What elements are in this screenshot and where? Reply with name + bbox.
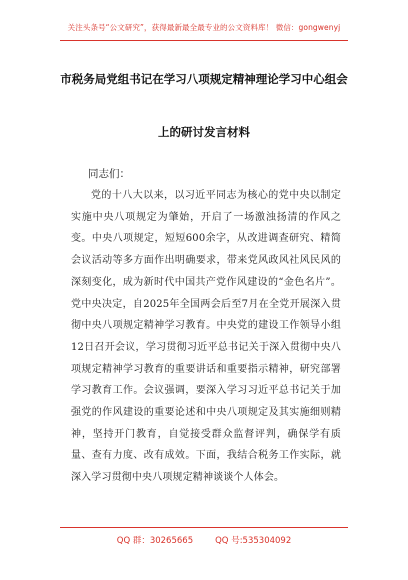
document-title-line-1: 市税务局党组书记在学习八项规定精神理论学习中心组会	[60, 72, 348, 86]
header-banner: 关注头条号“公文研究”，获得最新最全最专业的公文资料库！ 微信：gongwenyj	[67, 23, 341, 32]
footer-contact	[0, 534, 408, 546]
footer-qq-number: QQ 号:535304092	[215, 536, 292, 546]
salutation: 同志们：	[88, 168, 130, 180]
footer-divider	[60, 527, 348, 528]
body-paragraph: 党的十八大以来，以习近平同志为核心的党中央以制定实施中央八项规定为肇始，开启了一场激浊扬清的作风之变。中央八项规定，短短600余字，从改进调查研究、精简会议活动等多方面作出明确要求，带来党风政风社风民风的深刻变化，成为新时代中国共产党作风建设的“金色名片”。党中央决定，自2025年全国两会后至7月在全党开展深入贯彻中央八项规定精神学习教育。中央党的建设工作领导小组12日召开会议，学习贯彻习近平总书记关于深入贯彻中央八项规定精神学习教育的重要讲话和重要指示精神，研究部署学习教育工作。会议强调，要深入学习习近平总书记关于加强党的作风建设的重要论述和中央八项规定及其实施细则精神，坚持开门教育，自觉接受群众监督评判，确保学有质量、查有力度、改有成效。下面，我结合税务工作实际，就深入学习贯彻中央八项规定精神谈谈个人体会。	[71, 190, 341, 484]
document-title-line-2: 上的研讨发言材料	[158, 125, 250, 139]
footer-qq-group: QQ 群：30265665	[116, 536, 194, 546]
header-divider	[60, 40, 348, 41]
